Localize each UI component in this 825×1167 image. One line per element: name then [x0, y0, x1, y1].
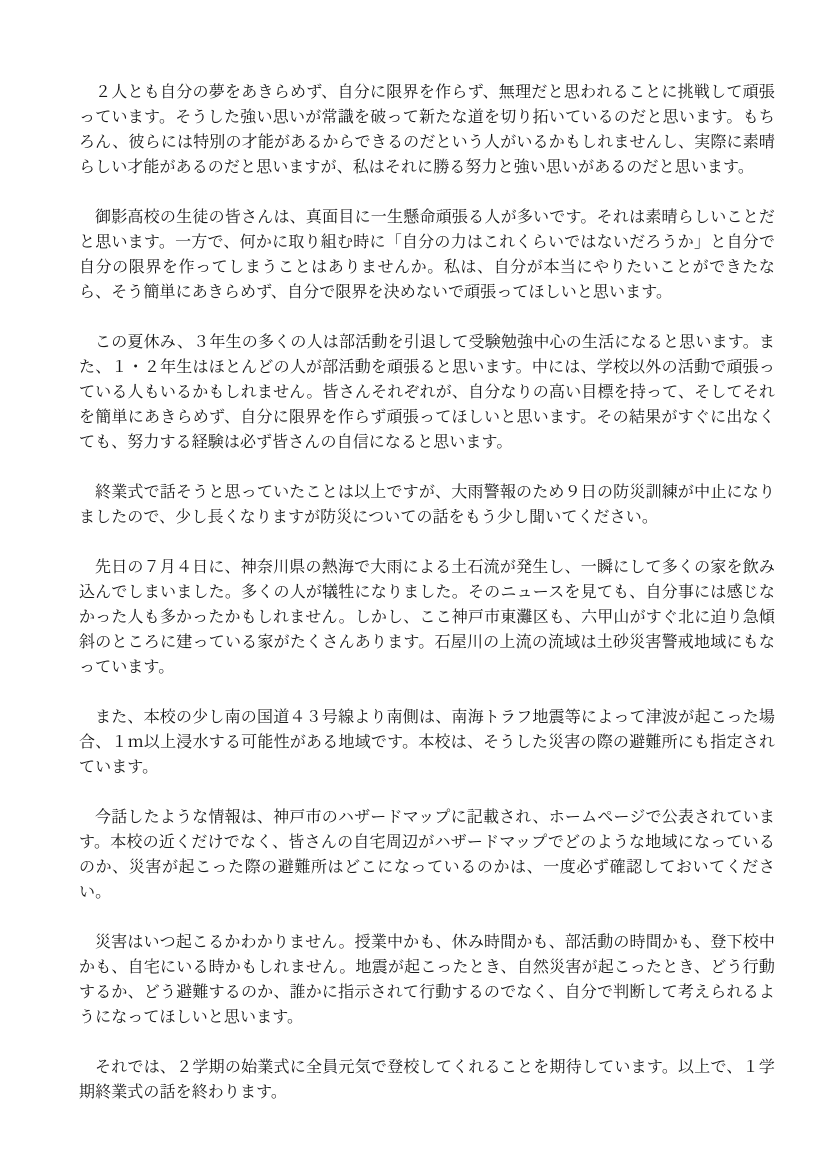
paragraph: それでは、２学期の始業式に全員元気で登校してくれることを期待しています。以上で、１学期終業式の話を終わります。 [79, 1059, 775, 1101]
paragraph: 御影高校の生徒の皆さんは、真面目に一生懸命頑張る人が多いです。それは素晴らしいことだと思います。一方で、何かに取り組む時に「自分の力はこれくらいではないだろうか」と自分で自分の限界を作ってしまうことはありませんか。私は、自分が本当にやりたいことができたなら、そう簡単にあきらめず、自分で限界を決めないで頑張ってほしいと思います。 [79, 209, 775, 301]
paragraph: また、本校の少し南の国道４３号線より南側は、南海トラフ地震等によって津波が起こった場合、１ｍ以上浸水する可能性がある地域です。本校は、そうした災害の際の避難所にも指定されています。 [79, 709, 775, 776]
paragraph: 今話したような情報は、神戸市のハザードマップに記載され、ホームページで公表されています。本校の近くだけでなく、皆さんの自宅周辺がハザードマップでどのような地域になっているのか、災害が起こった際の避難所はどこになっているのかは、一度必ず確認しておいてください。 [79, 809, 775, 901]
paragraph: 終業式で話そうと思っていたことは以上ですが、大雨警報のため９日の防災訓練が中止になりましたので、少し長くなりますが防災についての話をもう少し聞いてください。 [79, 484, 775, 526]
paragraph: ２人とも自分の夢をあきらめず、自分に限界を作らず、無理だと思われることに挑戦して頑張っています。そうした強い思いが常識を破って新たな道を切り拓いているのだと思います。もちろん、彼らには特別の才能があるからできるのだという人がいるかもしれませんし、実際に素晴らしい才能があるのだと思いますが、私はそれに勝る努力と強い思いがあるのだと思います。 [79, 84, 775, 176]
paragraph: 災害はいつ起こるかわかりません。授業中かも、休み時間かも、部活動の時間かも、登下校中かも、自宅にいる時かもしれません。地震が起こったとき、自然災害が起こったとき、どう行動するか、どう避難するのか、誰かに指示されて行動するのでなく、自分で判断して考えられるようになってほしいと思います。 [79, 934, 775, 1026]
paragraph: この夏休み、３年生の多くの人は部活動を引退して受験勉強中心の生活になると思います。また、１・２年生はほとんどの人が部活動を頑張ると思います。中には、学校以外の活動で頑張っている人もいるかもしれません。皆さんそれぞれが、自分なりの高い目標を持って、そしてそれを簡単にあきらめず、自分に限界を作らず頑張ってほしいと思います。その結果がすぐに出なくても、努力する経験は必ず皆さんの自信になると思います。 [79, 334, 775, 451]
paragraph: 先日の７月４日に、神奈川県の熱海で大雨による土石流が発生し、一瞬にして多くの家を飲み込んでしまいました。多くの人が犠牲になりました。そのニュースを見ても、自分事には感じなかった人も多かったかもしれません。しかし、ここ神戸市東灘区も、六甲山がすぐ北に迫り急傾斜のところに建っている家がたくさんあります。石屋川の上流の流域は土砂災害警戒地域にもなっています。 [79, 559, 775, 676]
speech-text-body [79, 80, 775, 1105]
